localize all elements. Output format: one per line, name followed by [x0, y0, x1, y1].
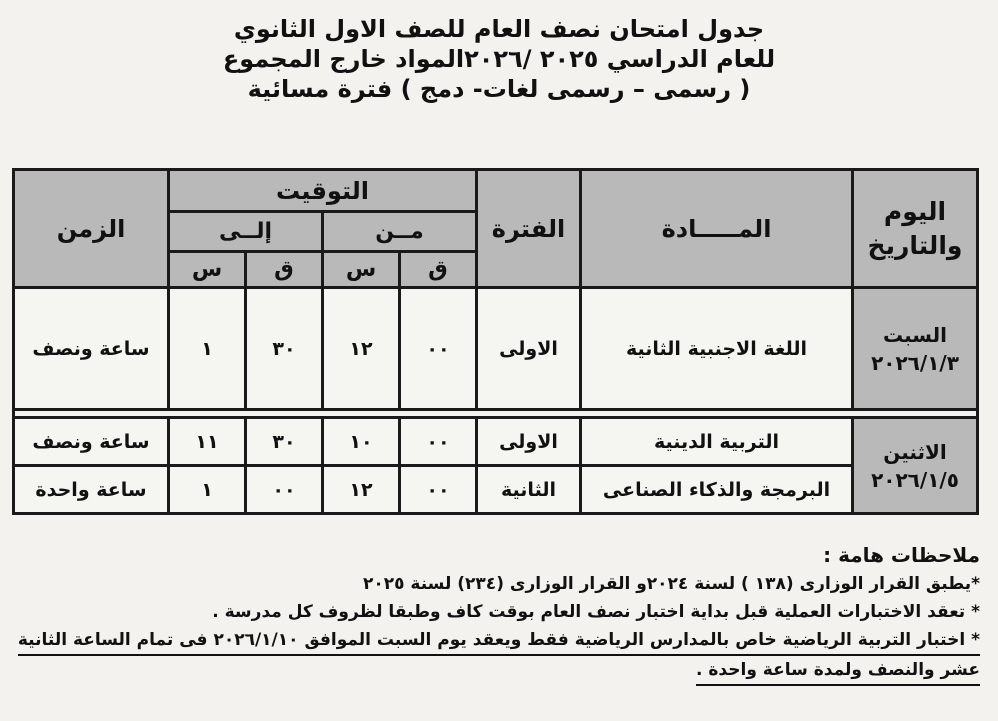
- header-from: مــن: [323, 212, 477, 252]
- header-to: إلــى: [169, 212, 323, 252]
- day-date-cell: [853, 418, 978, 514]
- subject-cell: البرمجة والذكاء الصناعى: [581, 466, 853, 514]
- table-row: [14, 288, 978, 410]
- note-pe-exam-continued: عشر والنصف ولمدة ساعة واحدة .: [696, 656, 980, 686]
- row-gap: [14, 410, 978, 418]
- header-duration: الزمن: [14, 170, 169, 288]
- header-from-hour: س: [323, 252, 400, 288]
- subject-cell: اللغة الاجنبية الثانية: [581, 288, 853, 410]
- header-line-3: ( رسمى – رسمى لغات- دمج ) فترة مسائية: [247, 75, 751, 103]
- day-name: السبت: [882, 322, 948, 347]
- note-pe-exam-cont-wrapper: [10, 656, 980, 686]
- period-cell: الثانية: [477, 466, 581, 514]
- from-hour-cell: ١٢: [323, 288, 400, 410]
- to-minute-cell: ٣٠: [246, 418, 323, 466]
- header-line-1: جدول امتحان نصف العام للصف الاول الثانوي: [233, 15, 765, 43]
- schedule-header: [0, 14, 998, 104]
- note-ministerial-decision: *يطبق القرار الوزارى (١٣٨ ) لسنة ٢٠٢٤و القرار الوزارى (٢٣٤) لسنة ٢٠٢٥: [362, 574, 980, 594]
- header-to-hour: س: [169, 252, 246, 288]
- header-day-date: اليوم والتاريخ: [853, 170, 978, 288]
- from-minute-cell: ٠٠: [400, 288, 477, 410]
- note-pe-exam-wrapper: [10, 626, 980, 656]
- header-timing: التوقيت: [169, 170, 477, 212]
- header-to-minute: ق: [246, 252, 323, 288]
- day-date: ٢٠٢٦/١/٥: [871, 467, 959, 492]
- notes-title: ملاحظات هامة :: [823, 543, 980, 567]
- to-hour-cell: ١: [169, 288, 246, 410]
- period-cell: الاولى: [477, 418, 581, 466]
- important-notes: [10, 540, 980, 686]
- header-line-2: للعام الدراسي ٢٠٢٥ /٢٠٢٦المواد خارج المجموع: [222, 45, 776, 73]
- to-minute-cell: ٣٠: [246, 288, 323, 410]
- header-period: الفترة: [477, 170, 581, 288]
- from-minute-cell: ٠٠: [400, 418, 477, 466]
- table-row: [14, 418, 978, 466]
- from-hour-cell: ١٢: [323, 466, 400, 514]
- duration-cell: ساعة ونصف: [14, 288, 169, 410]
- to-minute-cell: ٠٠: [246, 466, 323, 514]
- duration-cell: ساعة ونصف: [14, 418, 169, 466]
- from-hour-cell: ١٠: [323, 418, 400, 466]
- header-from-minute: ق: [400, 252, 477, 288]
- day-date-cell: [853, 288, 978, 410]
- gap-cell: [14, 410, 978, 418]
- day-name: الاثنين: [883, 439, 947, 464]
- table-row: [14, 466, 978, 514]
- note-pe-exam: * اختبار التربية الرياضية خاص بالمدارس الرياضية فقط ويعقد يوم السبت الموافق ٢٠٢٦/١/١٠ فى تمام الساعة الثانية: [18, 626, 980, 656]
- subject-cell: التربية الدينية: [581, 418, 853, 466]
- duration-cell: ساعة واحدة: [14, 466, 169, 514]
- header-subject: المـــــادة: [581, 170, 853, 288]
- period-cell: الاولى: [477, 288, 581, 410]
- exam-schedule-table: [12, 168, 979, 515]
- from-minute-cell: ٠٠: [400, 466, 477, 514]
- to-hour-cell: ١: [169, 466, 246, 514]
- to-hour-cell: ١١: [169, 418, 246, 466]
- note-practical-exams: * تعقد الاختبارات العملية قبل بداية اختبار نصف العام بوقت كاف وطبقا لظروف كل مدرسة .: [212, 602, 980, 622]
- day-date: ٢٠٢٦/١/٣: [871, 350, 959, 375]
